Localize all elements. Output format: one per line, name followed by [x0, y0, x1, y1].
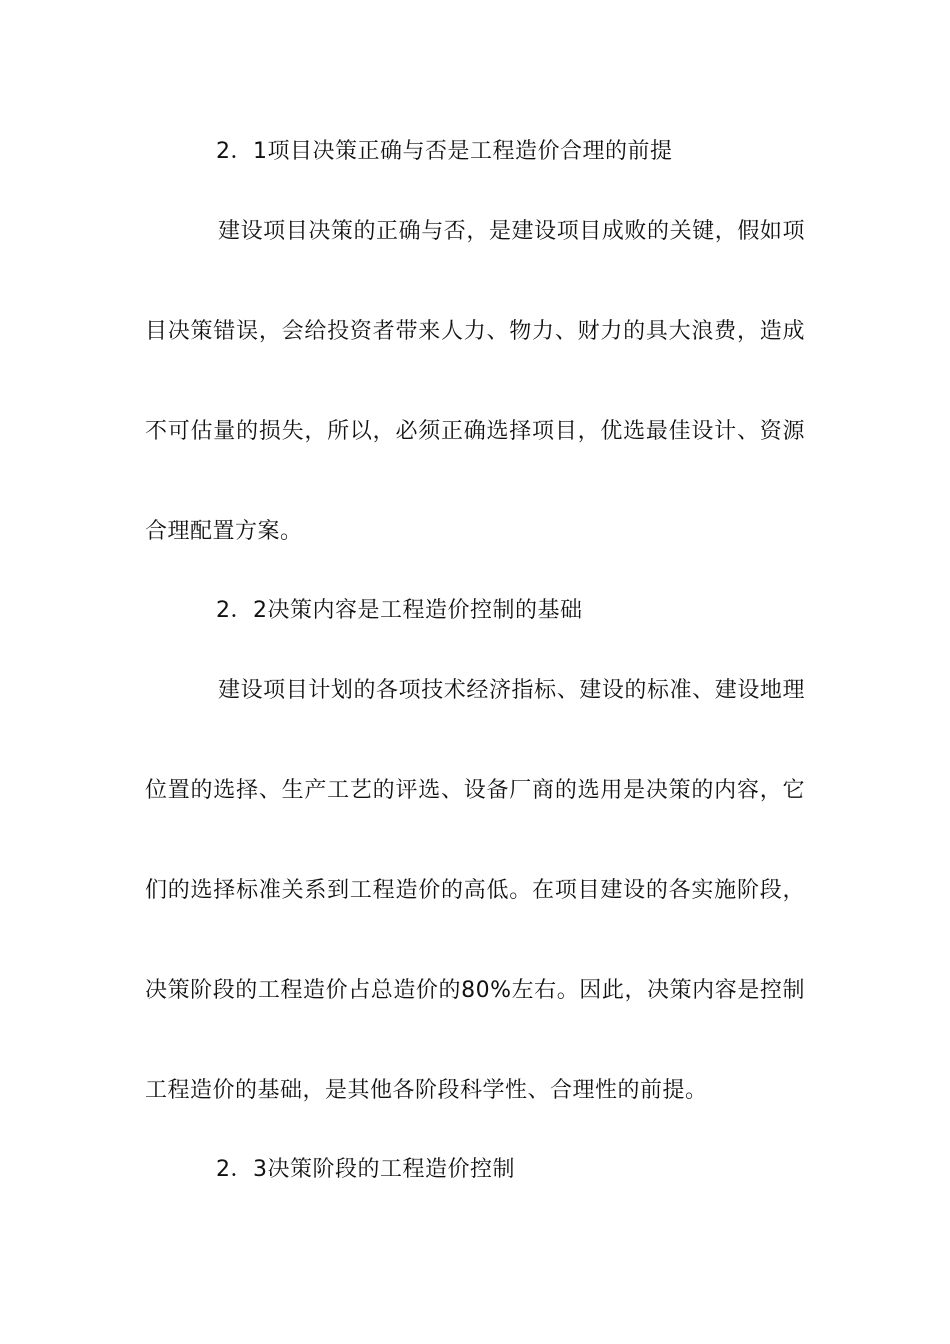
paragraph-line: 建设项目计划的各项技术经济指标、建设的标准、建设地理	[218, 678, 805, 703]
section-heading-2-1: 2．1项目决策正确与否是工程造价合理的前提	[216, 139, 673, 164]
paragraph-line: 工程造价的基础，是其他各阶段科学性、合理性的前提。	[145, 1078, 708, 1103]
paragraph-line: 们的选择标准关系到工程造价的高低。在项目建设的各实施阶段，	[145, 878, 805, 903]
section-heading-2-3: 2．3决策阶段的工程造价控制	[216, 1157, 515, 1182]
paragraph-line: 建设项目决策的正确与否，是建设项目成败的关键，假如项	[218, 219, 805, 244]
paragraph-line: 目决策错误，会给投资者带来人力、物力、财力的具大浪费，造成	[145, 319, 805, 344]
section-heading-2-2: 2．2决策内容是工程造价控制的基础	[216, 598, 583, 623]
paragraph-line: 合理配置方案。	[145, 519, 303, 544]
paragraph-line: 位置的选择、生产工艺的评选、设备厂商的选用是决策的内容，它	[145, 778, 805, 803]
paragraph-line: 不可估量的损失，所以，必须正确选择项目，优选最佳设计、资源	[145, 419, 805, 444]
paragraph-line: 决策阶段的工程造价占总造价的80%左右。因此，决策内容是控制	[145, 978, 805, 1003]
